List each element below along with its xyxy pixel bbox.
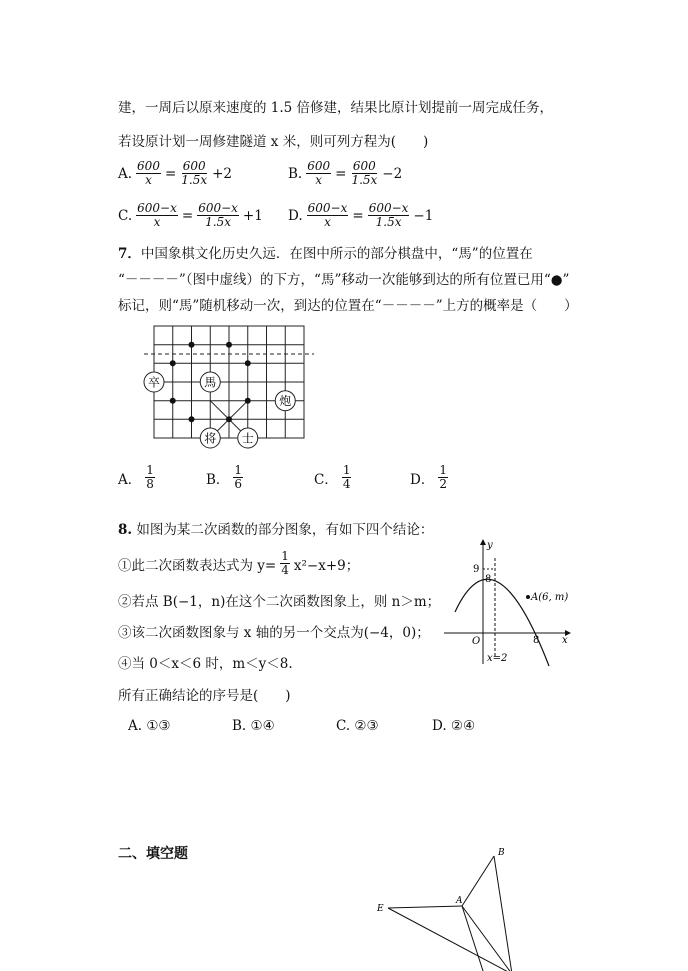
symmetry-label: x=2 xyxy=(487,653,508,664)
q8-conclusion-3: ③该二次函数图象与 x 轴的另一个交点为(−4，0)； xyxy=(118,625,430,641)
label-e: E xyxy=(377,904,384,914)
option-letter: C． xyxy=(314,471,338,488)
q8-conclusion-2: ②若点 B(−1，n)在这个二次函数图象上，则 n＞m； xyxy=(118,594,441,610)
option-tail: −1 xyxy=(413,207,434,224)
svg-text:炮: 炮 xyxy=(279,394,292,408)
segment-ad xyxy=(462,906,484,971)
option-letter: A. xyxy=(118,165,133,182)
q6-option-a xyxy=(118,160,232,187)
option-tail: +1 xyxy=(242,207,263,224)
q7-line1: 7．中国象棋文化历史久远．在图中所示的部分棋盘中，“馬”的位置在 xyxy=(118,246,533,262)
geometry-figure xyxy=(372,842,532,971)
option-fraction: $\frac{1}{8}$ xyxy=(146,463,154,491)
fraction-left: $\frac{600}{x}$ xyxy=(307,159,331,187)
option-fraction: $\frac{1}{4}$ xyxy=(342,463,351,491)
label-a: A xyxy=(456,896,463,906)
option-fraction: $\frac{1}{2}$ xyxy=(439,463,447,491)
equals-sign: = xyxy=(335,165,347,182)
option-tail: +2 xyxy=(212,165,233,182)
q7-line2: “－－－－”（图中虚线）的下方，“馬”移动一次能够到达的所有位置已用“●” xyxy=(118,272,570,288)
option-letter: B． xyxy=(206,471,230,488)
x-axis-label: x xyxy=(562,635,568,646)
svg-text:士: 士 xyxy=(241,431,254,446)
q8-option-c: C. ②③ xyxy=(336,718,379,734)
q8-option-b: B. ①④ xyxy=(232,718,275,734)
piece-advisor xyxy=(238,428,258,448)
equals-sign: = xyxy=(181,207,194,224)
q6-option-d xyxy=(288,202,433,229)
fraction-right: $\frac{600}{1.5x}$ xyxy=(181,159,208,187)
segment-ab xyxy=(462,856,494,906)
fraction-right: $\frac{600-x}{1.5x}$ xyxy=(368,201,409,229)
question-number: 8. xyxy=(118,522,133,538)
piece-soldier xyxy=(144,372,164,392)
question-number: 7． xyxy=(118,246,141,262)
coefficient-fraction: $\frac{1}{4}$ xyxy=(281,549,289,577)
tick-8-x: 8 xyxy=(533,635,540,646)
chessboard-figure xyxy=(140,320,320,450)
q7-line3: 标记，则“馬”随机移动一次，到达的位置在“－－－－”上方的概率是（ ） xyxy=(118,298,578,314)
q6-option-c xyxy=(118,202,263,229)
q8-option-d: D. ②④ xyxy=(432,718,476,734)
q8-conclusion-4: ④当 0＜x＜6 时，m＜y＜8. xyxy=(118,656,293,672)
q7-option-c xyxy=(314,464,351,491)
q7-option-d xyxy=(410,464,448,491)
piece-general xyxy=(200,428,220,448)
svg-text:馬: 馬 xyxy=(204,375,217,390)
equals-sign: = xyxy=(352,207,364,224)
q6-line2: 若设原计划一周修建隧道 x 米，则可列方程为( ) xyxy=(118,134,429,150)
y-axis-label: y xyxy=(487,540,493,551)
fraction-left: $\frac{600-x}{x}$ xyxy=(307,201,348,229)
q8-option-a: A. ①③ xyxy=(128,718,171,734)
segment-ec xyxy=(388,908,512,971)
fraction-left: $\frac{600-x}{x}$ xyxy=(137,201,177,229)
q6-option-b xyxy=(288,160,402,187)
equals-sign: = xyxy=(164,165,177,182)
svg-text:将: 将 xyxy=(204,431,217,446)
option-letter: A． xyxy=(118,471,142,488)
segment-ea xyxy=(388,906,462,908)
piece-cannon xyxy=(275,391,295,411)
point-a xyxy=(526,595,530,599)
option-letter: D． xyxy=(410,471,435,488)
label-b: B xyxy=(498,848,505,858)
point-a-label: A(6, m) xyxy=(531,592,569,603)
option-letter: C. xyxy=(118,207,133,224)
q7-option-b xyxy=(206,464,243,491)
section-title: 二、填空题 xyxy=(118,846,188,862)
tick-8-y: 8 xyxy=(485,574,492,585)
fraction-right: $\frac{600}{1.5x}$ xyxy=(351,159,378,187)
fraction-left: $\frac{600}{x}$ xyxy=(137,159,160,187)
tick-9: 9 xyxy=(473,564,480,575)
option-fraction: $\frac{1}{6}$ xyxy=(234,463,243,491)
q8-stem: 8. 如图为某二次函数的部分图象，有如下四个结论： xyxy=(118,522,434,538)
option-letter: B. xyxy=(288,165,303,182)
piece-horse xyxy=(200,372,220,392)
option-letter: D. xyxy=(288,207,303,224)
svg-text:卒: 卒 xyxy=(147,375,161,390)
q6-line1: 建，一周后以原来速度的 1.5 倍修建，结果比原计划提前一周完成任务， xyxy=(118,100,554,116)
q7-option-a xyxy=(118,464,155,491)
option-tail: −2 xyxy=(382,165,403,182)
q8-ask: 所有正确结论的序号是( ) xyxy=(118,688,291,704)
fraction-right: $\frac{600-x}{1.5x}$ xyxy=(198,201,238,229)
origin-label: O xyxy=(472,636,481,647)
parabola-graph xyxy=(440,536,575,668)
q8-conclusion-1: ①此二次函数表达式为 y= $\frac{1}{4}$ x²−x+9； xyxy=(118,549,360,577)
